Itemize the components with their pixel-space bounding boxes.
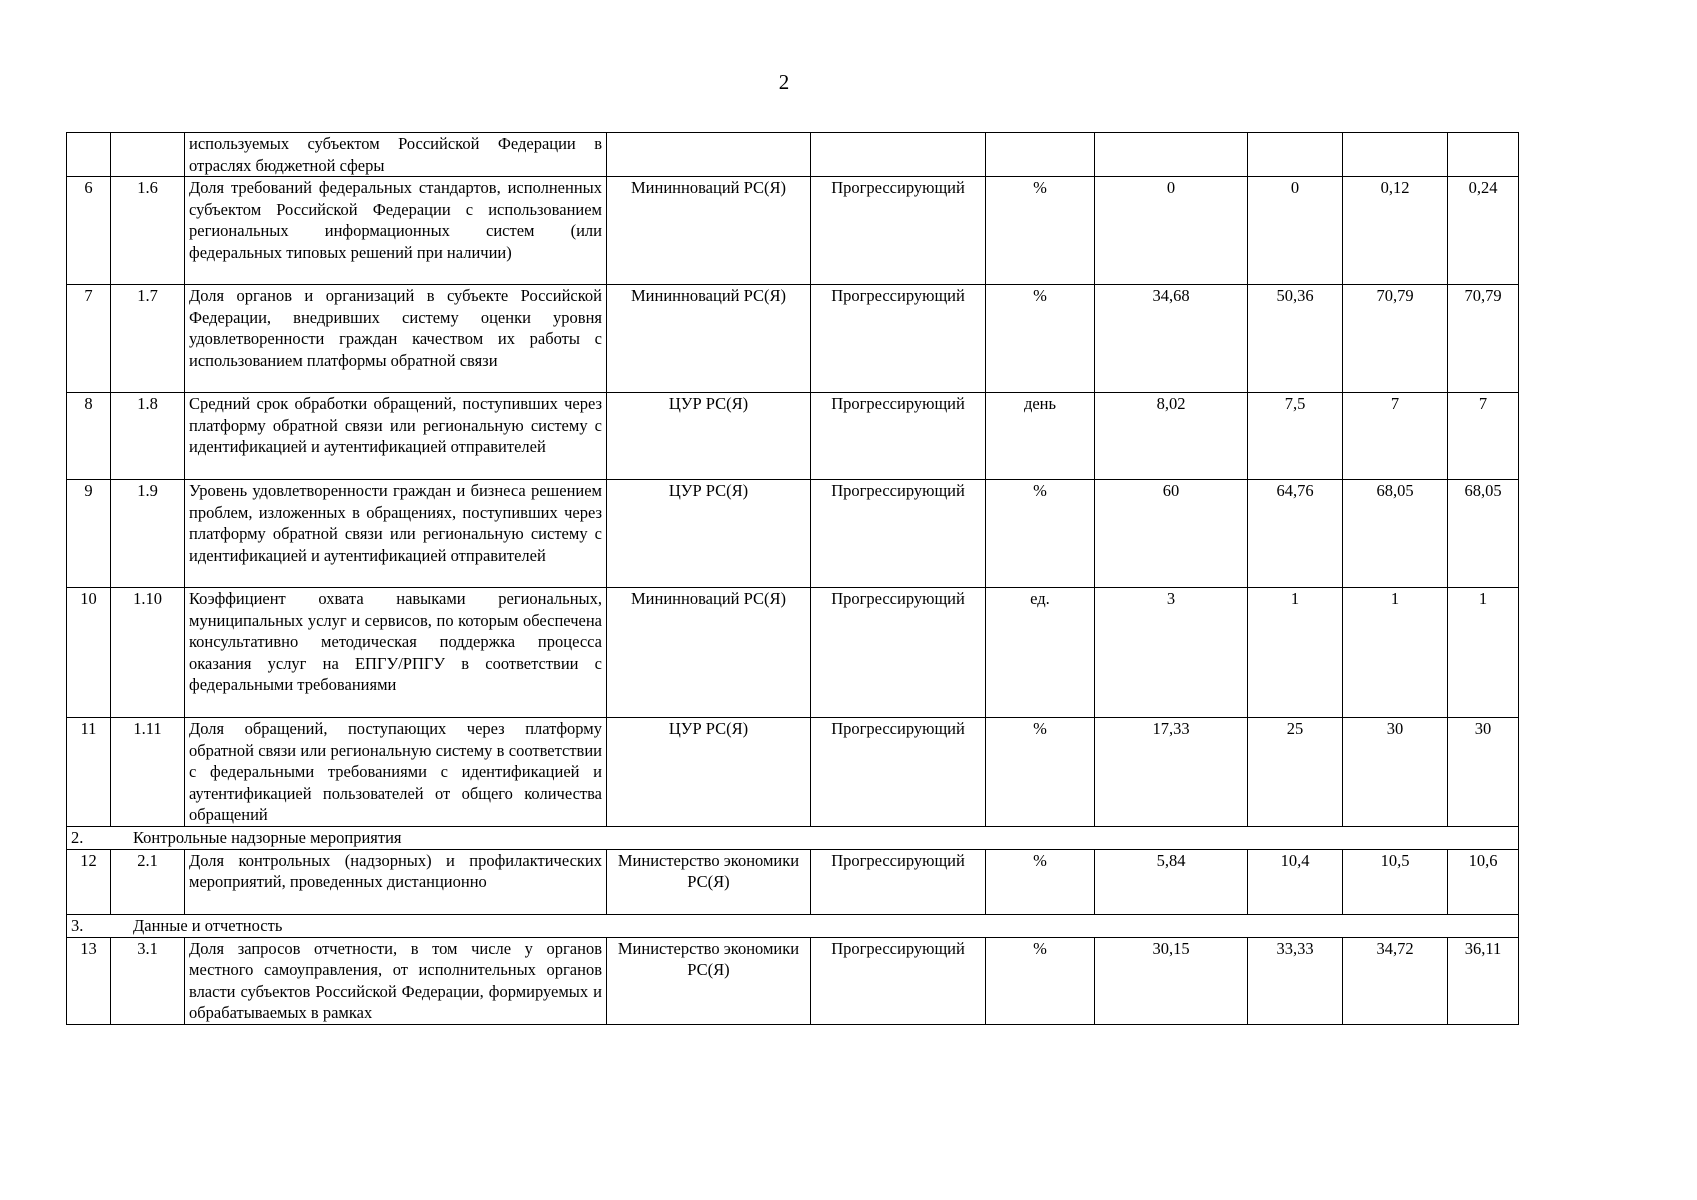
cell-type: Прогрессирующий <box>811 480 986 588</box>
cell-value-1: 30,15 <box>1095 937 1248 1024</box>
cell-value-3: 70,79 <box>1343 285 1448 393</box>
cell-type: Прогрессирующий <box>811 849 986 914</box>
section-number: 2. <box>71 827 84 847</box>
table-row <box>67 588 1519 718</box>
cell-value-4: 0,24 <box>1448 177 1519 285</box>
cell-no: 9 <box>67 480 111 588</box>
table-row <box>67 285 1519 393</box>
cell-value-4: 7 <box>1448 393 1519 480</box>
cell-value-1: 34,68 <box>1095 285 1248 393</box>
cell-no: 7 <box>67 285 111 393</box>
cell-value-2: 64,76 <box>1248 480 1343 588</box>
indicators-table <box>66 132 1519 1025</box>
table-row <box>67 937 1519 1024</box>
cell-responsible: Министерство экономики РС(Я) <box>607 937 811 1024</box>
cell-value-4: 70,79 <box>1448 285 1519 393</box>
cell-unit: % <box>986 718 1095 827</box>
cell-code: 2.1 <box>111 849 185 914</box>
cell-value-4 <box>1448 133 1519 177</box>
table-row <box>67 177 1519 285</box>
cell-value-3 <box>1343 133 1448 177</box>
cell-value-2 <box>1248 133 1343 177</box>
cell-unit: % <box>986 285 1095 393</box>
cell-type: Прогрессирующий <box>811 393 986 480</box>
cell-indicator: Средний срок обработки обращений, поступивших через платформу обратной связи или региональную систему с идентификацией и аутентификацией отправителей <box>185 393 607 480</box>
cell-value-3: 10,5 <box>1343 849 1448 914</box>
section-number: 3. <box>71 915 84 935</box>
cell-value-2: 33,33 <box>1248 937 1343 1024</box>
cell-value-2: 1 <box>1248 588 1343 718</box>
cell-responsible: ЦУР РС(Я) <box>607 480 811 588</box>
cell-responsible: Мининноваций РС(Я) <box>607 285 811 393</box>
section-title: Данные и отчетность <box>133 915 283 935</box>
cell-code: 1.9 <box>111 480 185 588</box>
section-heading <box>67 914 1519 937</box>
cell-type: Прогрессирующий <box>811 937 986 1024</box>
cell-unit <box>986 133 1095 177</box>
cell-indicator: используемых субъектом Российской Федерации в отраслях бюджетной сферы <box>185 133 607 177</box>
cell-indicator: Уровень удовлетворенности граждан и бизнеса решением проблем, изложенных в обращениях, поступивших через платформу обратной связи или региональную систему с идентификацией и аутентификацией отправителей <box>185 480 607 588</box>
cell-responsible: ЦУР РС(Я) <box>607 718 811 827</box>
cell-value-4: 30 <box>1448 718 1519 827</box>
cell-code: 1.11 <box>111 718 185 827</box>
cell-responsible: Министерство экономики РС(Я) <box>607 849 811 914</box>
cell-code <box>111 133 185 177</box>
cell-value-1: 8,02 <box>1095 393 1248 480</box>
cell-value-3: 34,72 <box>1343 937 1448 1024</box>
cell-value-4: 1 <box>1448 588 1519 718</box>
cell-no: 11 <box>67 718 111 827</box>
cell-indicator: Коэффициент охвата навыками региональных, муниципальных услуг и сервисов, по которым обеспечена консультативно методическая поддержка процесса оказания услуг на ЕПГУ/РПГУ в соответствии с федеральными требованиями <box>185 588 607 718</box>
cell-no: 12 <box>67 849 111 914</box>
cell-no: 13 <box>67 937 111 1024</box>
section-title: Контрольные надзорные мероприятия <box>133 827 402 847</box>
cell-value-4: 68,05 <box>1448 480 1519 588</box>
cell-value-1 <box>1095 133 1248 177</box>
cell-code: 1.8 <box>111 393 185 480</box>
cell-responsible: ЦУР РС(Я) <box>607 393 811 480</box>
cell-value-2: 0 <box>1248 177 1343 285</box>
cell-value-1: 5,84 <box>1095 849 1248 914</box>
cell-value-1: 3 <box>1095 588 1248 718</box>
cell-indicator: Доля требований федеральных стандартов, исполненных субъектом Российской Федерации с использованием региональных информационных систем (или федеральных типовых решений при наличии) <box>185 177 607 285</box>
page-number: 2 <box>778 70 790 94</box>
cell-type: Прогрессирующий <box>811 285 986 393</box>
cell-value-2: 10,4 <box>1248 849 1343 914</box>
cell-value-4: 36,11 <box>1448 937 1519 1024</box>
cell-value-1: 17,33 <box>1095 718 1248 827</box>
table-row <box>67 480 1519 588</box>
table-row <box>67 849 1519 914</box>
cell-value-1: 60 <box>1095 480 1248 588</box>
cell-value-3: 68,05 <box>1343 480 1448 588</box>
cell-unit: % <box>986 849 1095 914</box>
cell-unit: ед. <box>986 588 1095 718</box>
section-row-3 <box>67 914 1519 937</box>
cell-unit: % <box>986 480 1095 588</box>
cell-value-3: 7 <box>1343 393 1448 480</box>
cell-responsible: Мининноваций РС(Я) <box>607 588 811 718</box>
cell-no <box>67 133 111 177</box>
cell-value-3: 1 <box>1343 588 1448 718</box>
cell-indicator: Доля обращений, поступающих через платформу обратной связи или региональную систему в соответствии с федеральными требованиями с идентификацией и аутентификацией пользователей от общего количества обращений <box>185 718 607 827</box>
cell-value-2: 25 <box>1248 718 1343 827</box>
table-body <box>67 133 1519 1025</box>
table-row-continuation <box>67 133 1519 177</box>
section-row-2 <box>67 826 1519 849</box>
cell-code: 1.10 <box>111 588 185 718</box>
table-row <box>67 393 1519 480</box>
cell-type <box>811 133 986 177</box>
cell-value-2: 7,5 <box>1248 393 1343 480</box>
cell-responsible <box>607 133 811 177</box>
cell-unit: % <box>986 937 1095 1024</box>
cell-indicator: Доля контрольных (надзорных) и профилактических мероприятий, проведенных дистанционно <box>185 849 607 914</box>
cell-responsible: Мининноваций РС(Я) <box>607 177 811 285</box>
cell-indicator: Доля запросов отчетности, в том числе у органов местного самоуправления, от исполнительных органов власти субъектов Российской Федерации, формируемых и обрабатываемых в рамках <box>185 937 607 1024</box>
cell-indicator: Доля органов и организаций в субъекте Российской Федерации, внедривших систему оценки уровня удовлетворенности граждан качеством их работы с использованием платформы обратной связи <box>185 285 607 393</box>
cell-no: 6 <box>67 177 111 285</box>
cell-value-4: 10,6 <box>1448 849 1519 914</box>
cell-value-3: 0,12 <box>1343 177 1448 285</box>
table-row <box>67 718 1519 827</box>
cell-type: Прогрессирующий <box>811 718 986 827</box>
section-heading <box>67 826 1519 849</box>
cell-value-2: 50,36 <box>1248 285 1343 393</box>
cell-code: 1.6 <box>111 177 185 285</box>
cell-value-1: 0 <box>1095 177 1248 285</box>
cell-code: 3.1 <box>111 937 185 1024</box>
cell-no: 8 <box>67 393 111 480</box>
cell-type: Прогрессирующий <box>811 177 986 285</box>
cell-type: Прогрессирующий <box>811 588 986 718</box>
cell-code: 1.7 <box>111 285 185 393</box>
cell-unit: % <box>986 177 1095 285</box>
cell-unit: день <box>986 393 1095 480</box>
cell-value-3: 30 <box>1343 718 1448 827</box>
cell-no: 10 <box>67 588 111 718</box>
